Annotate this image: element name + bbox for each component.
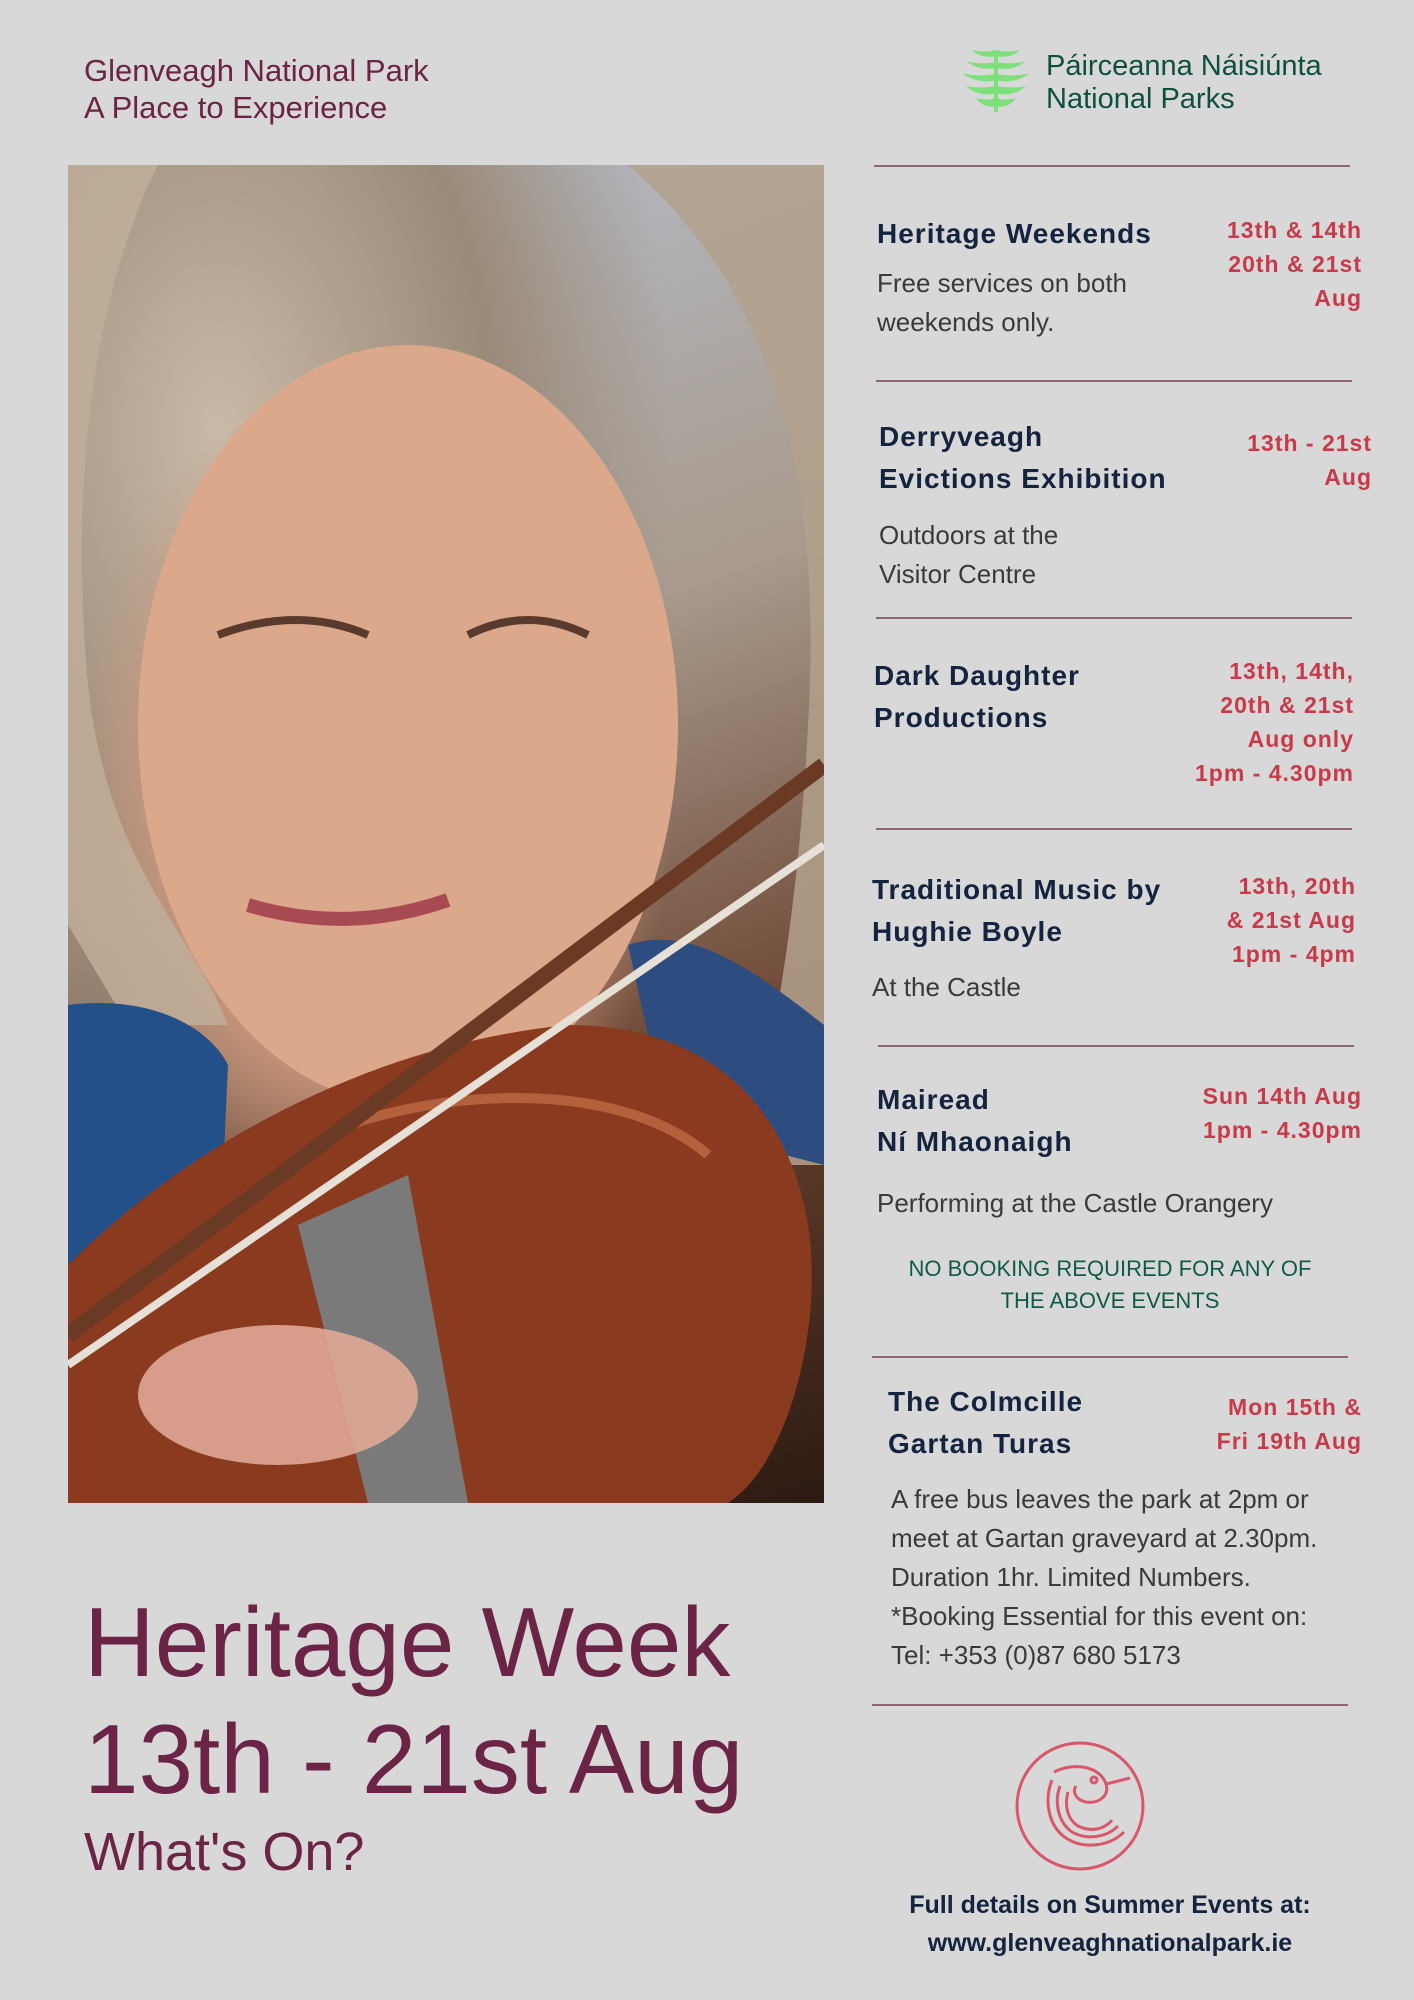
photo-illustration (68, 165, 824, 1503)
event-title-dark-daughter: Dark Daughter Productions (874, 660, 1080, 733)
footer-website-link[interactable]: www.glenveaghnationalpark.ie (927, 1929, 1293, 1957)
event-date-derryveagh: 13th - 21st Aug (1247, 430, 1372, 490)
event-date-dark-daughter: 13th, 14th, 20th & 21st Aug only 1pm - 4.30pm (1195, 658, 1354, 786)
event-desc-heritage-weekends: Free services on both weekends only. (877, 268, 1128, 337)
bird-emblem-icon (1014, 1740, 1146, 1872)
divider (878, 1045, 1354, 1047)
divider (876, 617, 1352, 619)
event-date-mairead: Sun 14th Aug 1pm - 4.30pm (1202, 1083, 1362, 1143)
header (84, 52, 429, 126)
footer (870, 1886, 1350, 1962)
event-title-colmcille: The Colmcille Gartan Turas (888, 1386, 1084, 1459)
event-date-colmcille: Mon 15th & Fri 19th Aug (1216, 1394, 1362, 1454)
divider (876, 380, 1352, 382)
park-tagline: A Place to Experience (84, 90, 388, 125)
logo-line-2: National Parks (1046, 83, 1235, 115)
headline-line-1: Heritage Week (84, 1587, 731, 1697)
event-desc-traditional-music: At the Castle (872, 972, 1021, 1002)
headline-line-2: 13th - 21st Aug (84, 1704, 744, 1814)
footer-line-1: Full details on Summer Events at: (909, 1891, 1311, 1919)
whats-on-heading: What's On? (84, 1822, 365, 1882)
event-date-heritage-weekends: 13th & 14th 20th & 21st Aug (1227, 217, 1362, 311)
logo-line-1: Páirceanna Náisiúnta (1046, 50, 1322, 82)
event-title-derryveagh: Derryveagh Evictions Exhibition (879, 421, 1167, 494)
event-title-mairead: Mairead Ní Mhaonaigh (877, 1084, 1073, 1157)
violinist-photo (68, 165, 824, 1503)
divider (876, 828, 1352, 830)
tree-icon (958, 46, 1034, 116)
event-desc-derryveagh: Outdoors at the Visitor Centre (879, 520, 1059, 589)
event-title-heritage-weekends: Heritage Weekends (877, 218, 1152, 249)
event-date-traditional-music: 13th, 20th & 21st Aug 1pm - 4pm (1226, 873, 1356, 967)
divider (874, 165, 1350, 167)
divider (872, 1356, 1348, 1358)
event-desc-mairead: Performing at the Castle Orangery (877, 1188, 1273, 1218)
event-title-traditional-music: Traditional Music by Hughie Boyle (872, 874, 1162, 947)
park-name: Glenveagh National Park (84, 53, 429, 88)
event-desc-colmcille: A free bus leaves the park at 2pm or meet at Gartan graveyard at 2.30pm. Duration 1hr. Limited Numbers. *Booking Essential for this event on: Tel: +353 (0)87 680 5173 (891, 1484, 1318, 1670)
divider (872, 1704, 1348, 1706)
no-booking-notice: NO BOOKING REQUIRED FOR ANY OF THE ABOVE EVENTS (908, 1256, 1312, 1313)
